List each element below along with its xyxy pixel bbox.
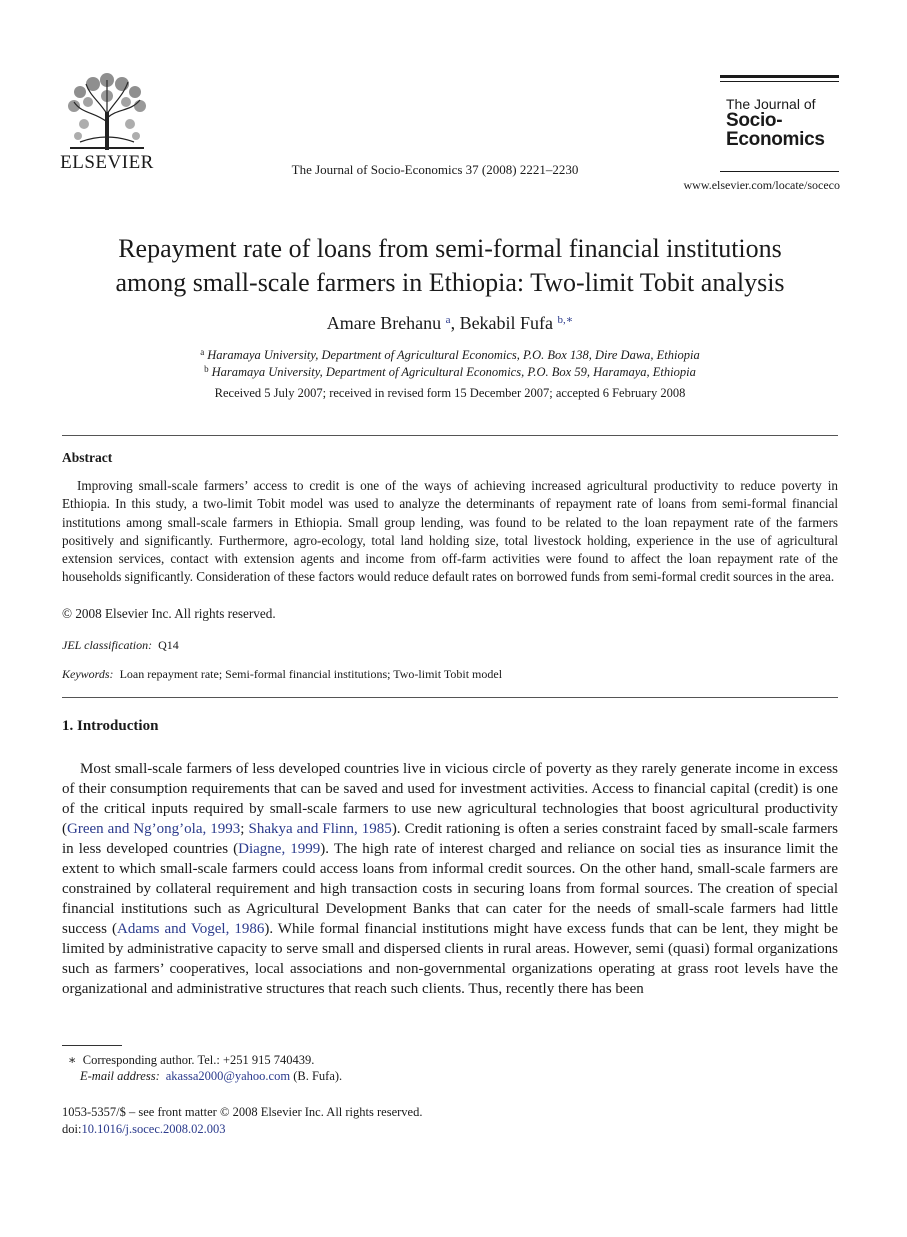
affiliation-text: Haramaya University, Department of Agricultural Economics, P.O. Box 138, Dire Dawa, Ethiopia [207,348,700,362]
keywords-label: Keywords: [62,667,114,681]
footnote-text: Corresponding author. Tel.: +251 915 740439. [82,1053,315,1067]
affiliation-text: Haramaya University, Department of Agricultural Economics, P.O. Box 59, Haramaya, Ethiopia [211,365,696,379]
copyright-notice: © 2008 Elsevier Inc. All rights reserved. [62,606,276,621]
journal-name-line2: Socio- [726,110,783,131]
citation-link[interactable]: Adams and Vogel, 1986 [116,921,265,937]
journal-rule-top-thin [720,81,839,82]
affiliation-a [60,347,840,363]
footnote-rule [62,1045,122,1046]
body-text: ). Credit rationing is often a series constraint faced by small-scale farmers in less developed countries ( [62,821,839,857]
keywords-value: Loan repayment rate; Semi-formal financial institutions; Two-limit Tobit model [119,667,503,681]
article-title [60,232,840,300]
article-title-line1: Repayment rate of loans from semi-formal financial institutions [118,234,782,263]
email-suffix: (B. Fufa). [290,1069,343,1083]
abstract-heading: Abstract [62,450,113,465]
body-text: ). The high rate of interest charged and reliance on social ties as insurance limit the extent to which small-scale farmers could access loans from informal credit sources. On the other hand, small-scale farmers are constrained by collateral requirement and high transaction costs in securing loans from formal sources. The creation of special financial institutions such as Agricultural Development Banks that can cater for the needs of small-scale farmers had little success ( [62,841,838,937]
journal-name [726,97,839,149]
author-name: Bekabil Fufa [459,313,554,333]
journal-rule-top [720,75,839,78]
email-link[interactable]: akassa2000@yahoo.com [165,1069,291,1083]
footnote-mark: ∗ [68,1053,77,1067]
author-name: Amare Brehanu [326,313,442,333]
journal-title-box [720,75,839,149]
introduction-paragraph [62,759,838,999]
journal-rule-bottom [720,171,839,172]
article-title-line2: among small-scale farmers in Ethiopia: Two-limit Tobit analysis [115,268,785,297]
doi-link[interactable]: 10.1016/j.socec.2008.02.003 [81,1122,226,1136]
journal-citation: The Journal of Socio-Economics 37 (2008) 2221–2230 [291,162,579,177]
affiliation-link[interactable]: a [445,314,451,326]
email-label: E-mail address: [80,1069,160,1083]
body-text: Most small-scale farmers of less developed countries live in vicious circle of poverty as they rarely generate income in excess of their consumption requirements that can be saved and used for investment activities. Access to financial capital (credit) is one of the critical inputs required by small-scale farmers to use new agricultural technologies that boost agricultural productivity ( [62,761,838,837]
body-text: ). While formal financial institutions might have excess funds that can be lent, they might be limited by administrative capacity to serve small and dispersed clients in rural areas. However, semi (quasi) formal organizations such as farmers’ cooperatives, local associations and non-governmental organizations operating at grass root levels have the organizational and administrative structures that reach such clients. Thus, recently there has been [62,921,839,997]
jel-label: JEL classification: [62,638,153,652]
jel-value: Q14 [158,638,179,652]
affiliation-link[interactable]: b,∗ [557,314,574,326]
publisher-name: ELSEVIER [60,152,154,173]
author-list [60,313,840,334]
abstract-text: Improving small-scale farmers’ access to credit is one of the ways of achieving increased agricultural productivity to reduce poverty in Ethiopia. In this study, a two-limit Tobit model was used to analyze the determinants of repayment rate of loans from semi-formal financial institutions among small-scale farmers in Ethiopia. Small group lending, was found to be related to the loan repayment rate of the farmers positively and significantly. Furthermore, agro-ecology, total land holding size, total livestock holding, experience in the use of agricultural extension services, contact with extension agents and income from off-farm activities were found to affect the loan repayment rate of the households significantly. Consideration of these factors would reduce default rates on borrowed funds from semi-formal credit sources in the area. [62,478,838,585]
doi [62,1122,226,1137]
section-heading: 1. Introduction [62,718,159,734]
corresponding-author-note [68,1052,314,1068]
journal-url-link[interactable]: www.elsevier.com/locate/soceco [683,178,840,192]
front-matter-notice: 1053-5357/$ – see front matter © 2008 Elsevier Inc. All rights reserved. [62,1105,423,1119]
divider [62,435,838,436]
affiliation-b [60,364,840,380]
email-note [80,1069,342,1084]
doi-label: doi: [62,1122,82,1136]
keywords [62,667,502,682]
received-dates: Received 5 July 2007; received in revised form 15 December 2007; accepted 6 February 2008 [214,386,686,400]
jel-classification [62,638,179,653]
journal-name-line3: Economics [726,129,825,150]
citation-link[interactable]: Shakya and Flinn, 1985 [248,821,392,837]
divider [62,697,838,698]
journal-name-line1: The Journal of [726,96,816,112]
citation-link[interactable]: Green and Ng’ong’ola, 1993 [67,821,241,837]
affiliation-mark: a [200,347,205,357]
body-text: ; [240,821,249,837]
author-separator: , [450,313,460,333]
affiliation-mark: b [204,364,209,374]
citation-link[interactable]: Diagne, 1999 [238,841,321,857]
